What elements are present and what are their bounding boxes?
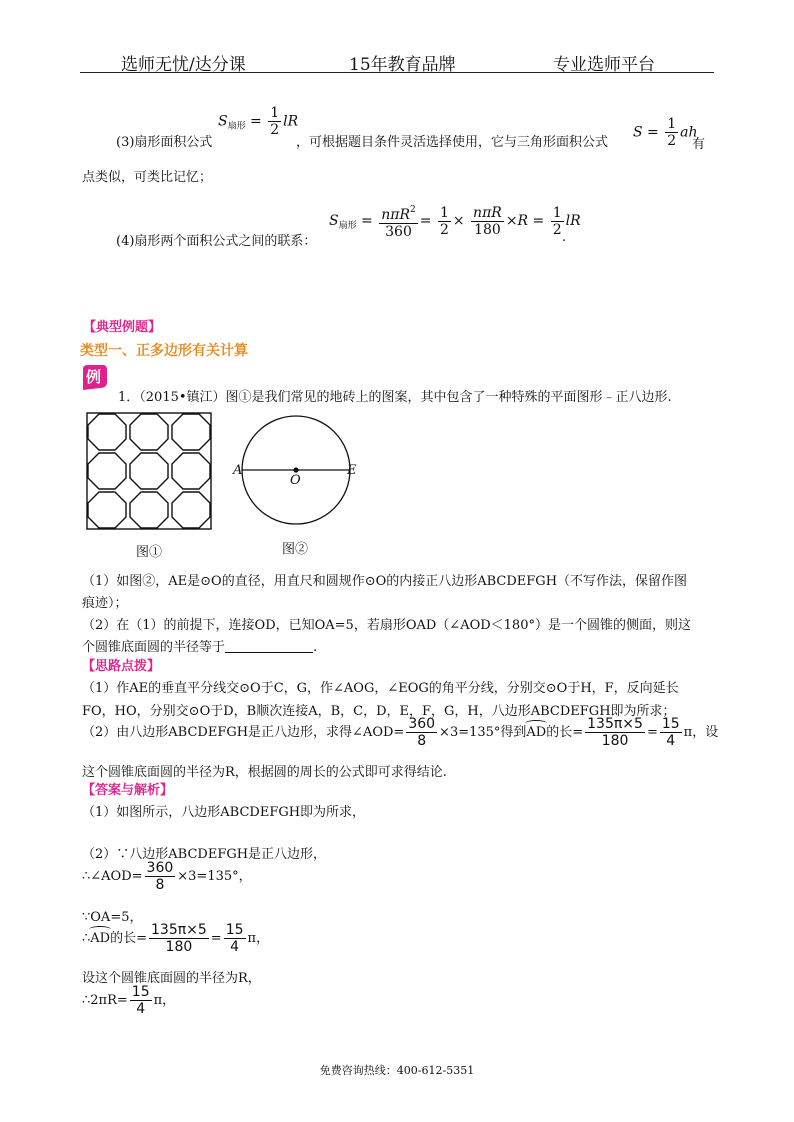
formula-item3-end: 有 xyxy=(692,137,706,152)
figure-2-label-e: E xyxy=(347,463,357,478)
triangle-area-formula: S = $\frac{1}{2}$ ah xyxy=(633,116,698,149)
example-badge xyxy=(80,363,108,391)
answer-2: （2）∵八边形ABCDEFGH是正八边形， xyxy=(82,847,327,862)
examples-heading: 【典型例题】 xyxy=(83,320,162,335)
header-divider xyxy=(80,72,714,73)
formula-item3-middle: ，可根据题目条件灵活选择使用，它与三角形面积公式 xyxy=(296,135,609,150)
answer-5: ∴AD的长= $\frac{135\pi\times 5}{180}$ = $\frac{15}{4}$ π， xyxy=(82,922,270,955)
sector-relation-formula: $S_{扇形}$ = $\frac{n\pi R^2}{360}$ = $\frac{1}{2}$ × $\frac{\text{nπR}}{180}$ ×R = $\frac{1}{2}$ lR xyxy=(329,202,581,240)
hint-line2: FO，HO，分别交⊙O于D，B顺次连接A，B，C，D，E，F，G，H，八边形ABCDEFGH即为所求； xyxy=(82,704,676,719)
formula-item3-prefix: (3)扇形面积公式 xyxy=(116,135,213,150)
question-2-line2: 个圆锥底面圆的半径等于 . xyxy=(82,640,318,655)
header-left: 选师无忧/达分课 xyxy=(121,55,246,75)
figure-2-label-a: A xyxy=(233,463,243,478)
figure-1-caption: 图① xyxy=(136,545,163,560)
figure-2-label-o: O xyxy=(290,473,301,488)
answer-1: （1）如图所示，八边形ABCDEFGH即为所求， xyxy=(82,805,366,820)
answer-7: ∴2πR= $\frac{15}{4}$ π， xyxy=(82,984,176,1017)
footer-hotline: 免费咨询热线：400-612-5351 xyxy=(319,1064,475,1077)
question-1-line2: 痕迹）； xyxy=(82,596,128,611)
question-1-line1: （1）如图②，AE是⊙O的直径，用直尺和圆规作⊙O的内接正八边形ABCDEFGH（不写作法，保留作图 xyxy=(82,574,688,589)
figure-1-octagon-tiling xyxy=(86,412,212,530)
header-right: 专业选师平台 xyxy=(553,55,655,75)
example-badge-label: 例 xyxy=(86,368,102,386)
answer-blank xyxy=(225,640,313,653)
formula-item4-end: . xyxy=(562,230,567,245)
problem-statement: 1．（2015•镇江）图①是我们常见的地砖上的图案，其中包含了一种特殊的平面图形﹣正八边形. xyxy=(118,390,672,405)
header-center: 15年教育品牌 xyxy=(349,55,456,75)
formula-item3-line2: 点类似，可类比记忆； xyxy=(82,170,213,185)
answer-title: 【答案与解析】 xyxy=(82,783,174,798)
answer-3: ∴∠AOD= $\frac{360}{8}$ ×3=135°， xyxy=(82,860,252,893)
formula-item4-prefix: (4)扇形两个面积公式之间的联系： xyxy=(116,234,317,249)
answer-6: 设这个圆锥底面圆的半径为R， xyxy=(82,971,261,986)
sector-area-formula: $S_{扇形}$ = $\frac{1}{2}$ lR xyxy=(218,105,299,138)
question-2-line1: （2）在（1）的前提下，连接OD，已知OA=5，若扇形OAD（∠AOD＜180°）是一个圆锥的侧面，则这 xyxy=(82,618,691,633)
figure-2-caption: 图② xyxy=(282,542,309,557)
hint-line1: （1）作AE的垂直平分线交⊙O于C，G，作∠AOG，∠EOG的角平分线，分别交⊙O于H，F，反向延长 xyxy=(82,681,679,696)
hint-line3: （2）由八边形ABCDEFGH是正八边形，求得∠AOD= $\frac{360}{8}$ ×3=135°得到AD的长= $\frac{135\pi\times 5}{180}$ = $\frac{15}{4}$ π，设 xyxy=(82,716,719,749)
answer-4: ∵OA=5， xyxy=(82,910,143,925)
type-heading: 类型一、正多边形有关计算 xyxy=(80,343,248,359)
hint-line4: 这个圆锥底面圆的半径为R，根据圆的周长的公式即可求得结论. xyxy=(82,765,447,780)
hint-title: 【思路点拨】 xyxy=(82,659,161,674)
